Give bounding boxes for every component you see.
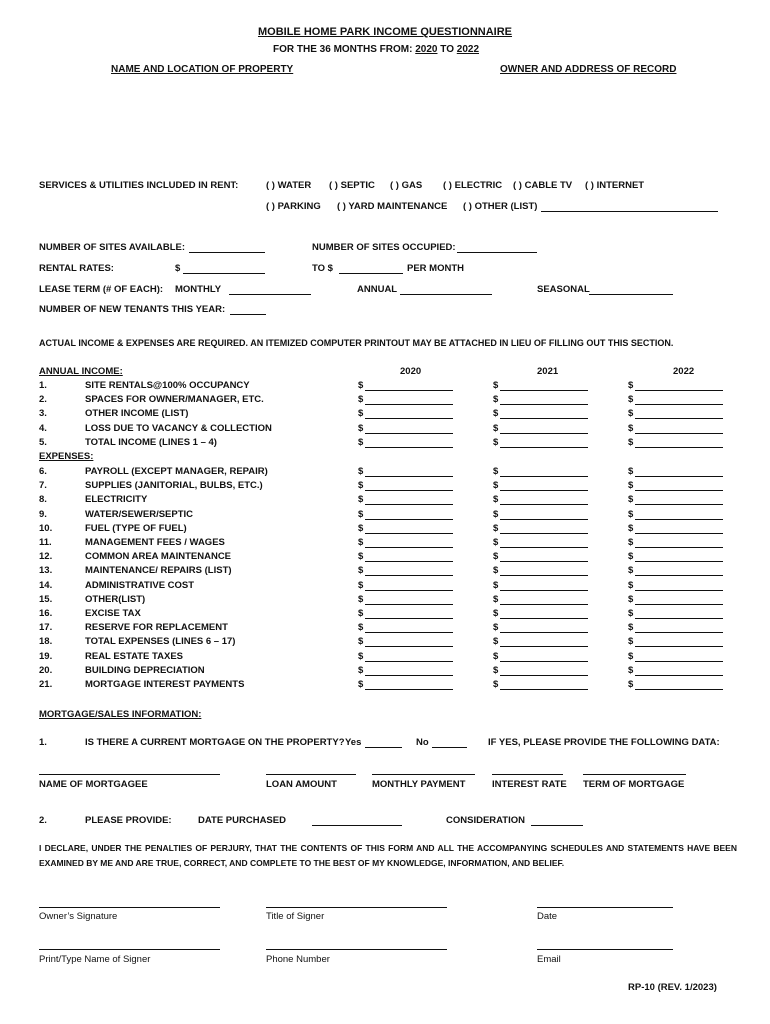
row-number: 13. — [39, 565, 53, 577]
sites-available-label: NUMBER OF SITES AVAILABLE: — [39, 242, 186, 253]
form-id: RP-10 (REV. 1/2023) — [628, 982, 717, 993]
phone-number-label: Phone Number — [266, 954, 330, 965]
amount-field-2021[interactable] — [500, 575, 588, 576]
mortgage-heading: MORTGAGE/SALES INFORMATION: — [39, 709, 202, 720]
dollar-sign: $ — [628, 608, 634, 619]
amount-field-2022[interactable] — [635, 590, 723, 591]
dollar-sign: $ — [493, 436, 499, 448]
to-word: TO — [440, 44, 454, 55]
annual-income-heading: ANNUAL INCOME: — [39, 366, 123, 377]
amount-field-2021[interactable] — [500, 390, 588, 391]
amount-field-2021[interactable] — [500, 447, 588, 448]
dollar-sign: $ — [628, 480, 634, 492]
consideration-line[interactable] — [531, 825, 583, 826]
dollar-sign: $ — [493, 522, 499, 534]
row-label: ELECTRICITY — [85, 494, 148, 506]
services-option[interactable]: ( ) INTERNET — [585, 180, 645, 191]
lease-term-label: LEASE TERM (# OF EACH): — [39, 284, 164, 295]
amount-field-2022[interactable] — [635, 689, 723, 690]
amount-field-2022[interactable] — [635, 618, 723, 619]
dollar-sign: $ — [493, 508, 499, 520]
dollar-sign: $ — [628, 565, 634, 577]
no-line[interactable] — [432, 747, 467, 748]
amount-field-2022[interactable] — [635, 547, 723, 548]
amount-field-2020[interactable] — [365, 418, 453, 419]
row-number: 5. — [39, 436, 47, 448]
amount-field-2020[interactable] — [365, 646, 453, 647]
q1-text: IS THERE A CURRENT MORTGAGE ON THE PROPERTY? — [85, 737, 345, 748]
row-label: OTHER(LIST) — [85, 593, 146, 605]
services-option[interactable]: ( ) SEPTIC — [329, 180, 375, 191]
sites-occupied-label: NUMBER OF SITES OCCUPIED: — [312, 242, 456, 253]
row-number: 2. — [39, 394, 47, 406]
dollar-sign: $ — [358, 565, 364, 577]
dollar-sign: $ — [358, 494, 364, 506]
dollar-sign: $ — [358, 380, 364, 391]
amount-field-2021[interactable] — [500, 519, 588, 520]
year-col-2021: 2021 — [537, 366, 559, 377]
services-option[interactable]: ( ) OTHER (LIST) — [463, 201, 538, 212]
services-option[interactable]: ( ) YARD MAINTENANCE — [337, 201, 448, 212]
amount-field-2021[interactable] — [500, 490, 588, 491]
amount-field-2022[interactable] — [635, 533, 723, 534]
amount-field-2022[interactable] — [635, 661, 723, 662]
row-label: MAINTENANCE/ REPAIRS (LIST) — [85, 565, 232, 577]
dollar-sign: $ — [493, 679, 499, 690]
year-col-2022: 2022 — [673, 366, 695, 377]
amount-field-2020[interactable] — [365, 590, 453, 591]
amount-field-2021[interactable] — [500, 561, 588, 562]
seasonal-label: SEASONAL — [537, 284, 590, 295]
dollar-sign: $ — [358, 679, 364, 690]
dollar-sign: $ — [493, 636, 499, 648]
row-number: 9. — [39, 508, 47, 520]
amount-field-2022[interactable] — [635, 575, 723, 576]
amount-field-2022[interactable] — [635, 504, 723, 505]
yes-line[interactable] — [365, 747, 402, 748]
date-label: Date — [537, 911, 558, 922]
monthly-line[interactable] — [229, 294, 311, 295]
row-number: 12. — [39, 551, 53, 563]
date-purchased-line[interactable] — [312, 825, 402, 826]
dollar-sign: $ — [358, 466, 364, 477]
amount-field-2020[interactable] — [365, 390, 453, 391]
row-label: MORTGAGE INTEREST PAYMENTS — [85, 679, 245, 690]
amount-field-2020[interactable] — [365, 661, 453, 662]
amount-field-2021[interactable] — [500, 504, 588, 505]
amount-field-2020[interactable] — [365, 404, 453, 405]
owner-signature-label: Owner’s Signature — [39, 911, 118, 922]
amount-field-2022[interactable] — [635, 675, 723, 676]
expenses-heading: EXPENSES: — [39, 451, 94, 462]
row-number: 19. — [39, 650, 53, 662]
amount-field-2022[interactable] — [635, 418, 723, 419]
amount-field-2022[interactable] — [635, 476, 723, 477]
dollar-sign: $ — [493, 394, 499, 406]
dollar-sign: $ — [358, 422, 364, 434]
date-line[interactable] — [537, 907, 673, 908]
amount-field-2020[interactable] — [365, 604, 453, 605]
row-number: 17. — [39, 622, 53, 634]
dollar-sign: $ — [358, 408, 364, 420]
rental-rates-label: RENTAL RATES: — [39, 263, 114, 274]
new-tenants-line[interactable] — [230, 314, 266, 315]
row-label: BUILDING DEPRECIATION — [85, 664, 205, 676]
dollar-sign: $ — [358, 579, 364, 591]
mortgagee-name-label: NAME OF MORTGAGEE — [39, 779, 148, 790]
year-from: 2020 — [415, 44, 438, 55]
dollar-sign: $ — [493, 494, 499, 506]
amount-field-2020[interactable] — [365, 632, 453, 633]
row-number: 3. — [39, 408, 47, 420]
amount-field-2021[interactable] — [500, 689, 588, 690]
phone-number-line[interactable] — [266, 949, 447, 950]
dollar-sign: $ — [628, 551, 634, 563]
itemized-notice: ACTUAL INCOME & EXPENSES ARE REQUIRED. AN ITEMIZED COMPUTER PRINTOUT MAY BE ATTACHED IN LIEU OF FILLING OUT THIS SECTION. — [39, 338, 674, 348]
monthly-label: MONTHLY — [175, 284, 222, 295]
year-col-2020: 2020 — [400, 366, 422, 377]
dollar-sign: $ — [358, 537, 364, 548]
dollar-sign: $ — [628, 622, 634, 634]
monthly-payment-label: MONTHLY PAYMENT — [372, 779, 466, 790]
rental-rate-max-line[interactable] — [339, 273, 403, 274]
term-of-mortgage-line[interactable] — [583, 774, 686, 775]
amount-field-2020[interactable] — [365, 504, 453, 505]
title-of-signer-line[interactable] — [266, 907, 447, 908]
row-label: COMMON AREA MAINTENANCE — [85, 551, 232, 563]
amount-field-2020[interactable] — [365, 476, 453, 477]
dollar-sign: $ — [358, 593, 364, 605]
dollar-sign: $ — [493, 537, 499, 548]
amount-field-2020[interactable] — [365, 675, 453, 676]
loan-amount-line[interactable] — [266, 774, 356, 775]
row-label: SITE RENTALS@100% OCCUPANCY — [85, 380, 250, 391]
row-number: 10. — [39, 522, 53, 534]
dollar-sign: $ — [358, 608, 364, 619]
print-name-line[interactable] — [39, 949, 220, 950]
amount-field-2021[interactable] — [500, 646, 588, 647]
amount-field-2020[interactable] — [365, 519, 453, 520]
dollar-sign: $ — [358, 508, 364, 520]
consideration-label: CONSIDERATION — [446, 815, 525, 826]
dollar-sign: $ — [628, 679, 634, 690]
amount-field-2021[interactable] — [500, 404, 588, 405]
amount-field-2022[interactable] — [635, 404, 723, 405]
dollar-sign: $ — [493, 579, 499, 591]
row-number: 1. — [39, 380, 47, 391]
year-to: 2022 — [456, 44, 480, 55]
amount-field-2021[interactable] — [500, 533, 588, 534]
owner-signature-line[interactable] — [39, 907, 220, 908]
row-number: 8. — [39, 494, 47, 506]
amount-field-2021[interactable] — [500, 547, 588, 548]
sites-occupied-line[interactable] — [457, 252, 537, 253]
yes-label: Yes — [345, 737, 362, 748]
amount-field-2020[interactable] — [365, 575, 453, 576]
amount-field-2021[interactable] — [500, 604, 588, 605]
amount-field-2021[interactable] — [500, 618, 588, 619]
amount-field-2021[interactable] — [500, 418, 588, 419]
row-number: 6. — [39, 466, 47, 477]
dollar-sign: $ — [628, 522, 634, 534]
q2-number: 2. — [39, 815, 47, 826]
row-number: 4. — [39, 422, 47, 434]
dollar-sign: $ — [628, 436, 634, 448]
period-line — [273, 44, 479, 55]
row-label: PAYROLL (EXCEPT MANAGER, REPAIR) — [85, 466, 268, 477]
row-label: FUEL (TYPE OF FUEL) — [85, 522, 187, 534]
services-label: SERVICES & UTILITIES INCLUDED IN RENT: — [39, 180, 239, 191]
amount-field-2022[interactable] — [635, 604, 723, 605]
new-tenants-label: NUMBER OF NEW TENANTS THIS YEAR: — [39, 304, 226, 315]
row-number: 21. — [39, 679, 53, 690]
row-label: TOTAL INCOME (LINES 1 – 4) — [85, 436, 217, 448]
email-label: Email — [537, 954, 561, 965]
dollar-sign: $ — [628, 664, 634, 676]
term-of-mortgage-label: TERM OF MORTGAGE — [583, 779, 685, 790]
amount-field-2020[interactable] — [365, 447, 453, 448]
row-label: RESERVE FOR REPLACEMENT — [85, 622, 228, 634]
amount-field-2020[interactable] — [365, 547, 453, 548]
services-option[interactable]: ( ) CABLE TV — [513, 180, 573, 191]
row-label: REAL ESTATE TAXES — [85, 650, 184, 662]
rental-rate-dollar: $ — [175, 263, 181, 274]
amount-field-2020[interactable] — [365, 490, 453, 491]
row-number: 16. — [39, 608, 53, 619]
row-number: 11. — [39, 537, 52, 548]
row-label: WATER/SEWER/SEPTIC — [85, 508, 194, 520]
dollar-sign: $ — [628, 394, 634, 406]
row-label: SUPPLIES (JANITORIAL, BULBS, ETC.) — [85, 480, 263, 492]
row-label: EXCISE TAX — [85, 608, 141, 619]
amount-field-2021[interactable] — [500, 433, 588, 434]
other-list-line[interactable] — [541, 211, 718, 212]
row-number: 20. — [39, 664, 53, 676]
dollar-sign: $ — [628, 508, 634, 520]
dollar-sign: $ — [628, 466, 634, 477]
services-option[interactable]: ( ) WATER — [266, 180, 312, 191]
dollar-sign: $ — [628, 579, 634, 591]
dollar-sign: $ — [493, 565, 499, 577]
dollar-sign: $ — [628, 380, 634, 391]
email-line[interactable] — [537, 949, 673, 950]
dollar-sign: $ — [628, 537, 634, 548]
annual-line[interactable] — [400, 294, 492, 295]
amount-field-2022[interactable] — [635, 519, 723, 520]
amount-field-2021[interactable] — [500, 632, 588, 633]
row-label: SPACES FOR OWNER/MANAGER, ETC. — [85, 394, 264, 406]
mortgagee-name-line[interactable] — [39, 774, 220, 775]
dollar-sign: $ — [493, 593, 499, 605]
seasonal-line[interactable] — [589, 294, 673, 295]
row-label: TOTAL EXPENSES (LINES 6 – 17) — [85, 636, 236, 648]
dollar-sign: $ — [358, 551, 364, 563]
form-title: MOBILE HOME PARK INCOME QUESTIONNAIRE — [257, 26, 513, 38]
row-label: OTHER INCOME (LIST) — [85, 408, 189, 420]
dollar-sign: $ — [493, 664, 499, 676]
per-month-label: PER MONTH — [407, 263, 464, 274]
dollar-sign: $ — [493, 622, 499, 634]
dollar-sign: $ — [493, 480, 499, 492]
row-label: LOSS DUE TO VACANCY & COLLECTION — [85, 422, 272, 434]
dollar-sign: $ — [358, 522, 364, 534]
dollar-sign: $ — [628, 408, 634, 420]
sites-available-line[interactable] — [189, 252, 265, 253]
if-yes-text: IF YES, PLEASE PROVIDE THE FOLLOWING DATA: — [488, 737, 720, 748]
title-of-signer-label: Title of Signer — [266, 911, 325, 922]
dollar-sign: $ — [628, 593, 634, 605]
dollar-sign: $ — [628, 636, 634, 648]
dollar-sign: $ — [358, 622, 364, 634]
dollar-sign: $ — [358, 394, 364, 406]
print-name-label: Print/Type Name of Signer — [39, 954, 151, 965]
name-location-heading: NAME AND LOCATION OF PROPERTY — [111, 64, 294, 75]
rental-rate-min-line[interactable] — [183, 273, 265, 274]
monthly-payment-line[interactable] — [372, 774, 475, 775]
dollar-sign: $ — [628, 422, 634, 434]
please-provide-label: PLEASE PROVIDE: — [85, 815, 172, 826]
dollar-sign: $ — [493, 380, 499, 391]
amount-field-2022[interactable] — [635, 390, 723, 391]
amount-field-2021[interactable] — [500, 590, 588, 591]
no-label: No — [416, 737, 429, 748]
owner-address-heading: OWNER AND ADDRESS OF RECORD — [500, 64, 677, 75]
dollar-sign: $ — [628, 650, 634, 662]
services-option[interactable]: ( ) GAS — [390, 180, 423, 191]
services-option[interactable]: ( ) PARKING — [266, 201, 321, 212]
date-purchased-label: DATE PURCHASED — [198, 815, 286, 826]
q1-number: 1. — [39, 737, 47, 748]
dollar-sign: $ — [628, 494, 634, 506]
amount-field-2022[interactable] — [635, 490, 723, 491]
services-option[interactable]: ( ) ELECTRIC — [443, 180, 503, 191]
dollar-sign: $ — [493, 408, 499, 420]
rental-rate-to: TO $ — [312, 263, 333, 274]
period-prefix: FOR THE 36 MONTHS FROM: — [273, 44, 413, 55]
dollar-sign: $ — [358, 650, 364, 662]
row-label: MANAGEMENT FEES / WAGES — [85, 537, 225, 548]
annual-label: ANNUAL — [357, 284, 398, 295]
amount-field-2020[interactable] — [365, 561, 453, 562]
dollar-sign: $ — [493, 608, 499, 619]
dollar-sign: $ — [358, 664, 364, 676]
row-number: 18. — [39, 636, 53, 648]
perjury-declaration: I DECLARE, UNDER THE PENALTIES OF PERJURY, THAT THE CONTENTS OF THIS FORM AND ALL THE ACCOMPANYING SCHEDULES AND STATEMENTS HAVE BEEN EXAMINED BY ME AND ARE TRUE, CORRECT, AND COMPLETE TO THE BEST OF MY KNOWLEDGE, INFORMATION, AND BELIEF. — [39, 843, 737, 868]
row-number: 14. — [39, 579, 53, 591]
dollar-sign: $ — [493, 551, 499, 563]
dollar-sign: $ — [358, 480, 364, 492]
amount-field-2021[interactable] — [500, 661, 588, 662]
amount-field-2020[interactable] — [365, 433, 453, 434]
amount-field-2020[interactable] — [365, 618, 453, 619]
dollar-sign: $ — [358, 436, 364, 448]
loan-amount-label: LOAN AMOUNT — [266, 779, 337, 790]
amount-field-2022[interactable] — [635, 433, 723, 434]
amount-field-2022[interactable] — [635, 447, 723, 448]
amount-field-2022[interactable] — [635, 632, 723, 633]
amount-field-2021[interactable] — [500, 675, 588, 676]
row-number: 15. — [39, 593, 53, 605]
row-label: ADMINISTRATIVE COST — [85, 579, 195, 591]
row-number: 7. — [39, 480, 47, 492]
amount-field-2021[interactable] — [500, 476, 588, 477]
dollar-sign: $ — [493, 466, 499, 477]
amount-field-2022[interactable] — [635, 646, 723, 647]
interest-rate-label: INTEREST RATE — [492, 779, 567, 790]
dollar-sign: $ — [358, 636, 364, 648]
amount-field-2020[interactable] — [365, 689, 453, 690]
dollar-sign: $ — [493, 650, 499, 662]
amount-field-2020[interactable] — [365, 533, 453, 534]
dollar-sign: $ — [493, 422, 499, 434]
interest-rate-line[interactable] — [492, 774, 563, 775]
amount-field-2022[interactable] — [635, 561, 723, 562]
